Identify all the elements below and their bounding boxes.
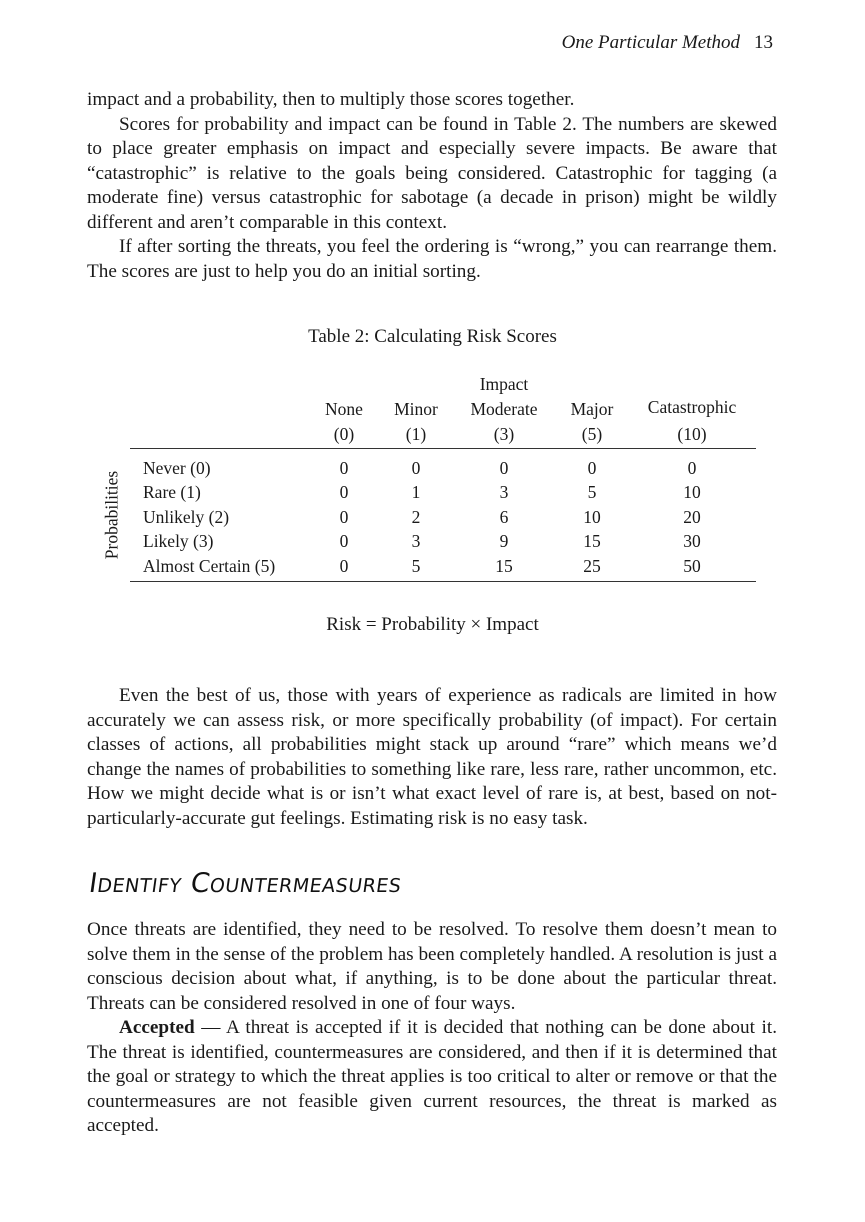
accepted-term: Accepted	[119, 1017, 195, 1038]
table-cell: 10	[583, 506, 601, 527]
row-label: Likely (3)	[143, 531, 214, 551]
table-cell: 30	[683, 531, 701, 551]
paragraph	[87, 1016, 777, 1139]
paragraph: Even the best of us, those with years of experience as radicals are limited in how accurately we can assess risk, or more specifically probability (of impact). For certain classes of actions, all probabilities might stack up around “rare” which means we’d change the names of probabilities to something like rare, less rare, rather uncommon, etc. How we might decide what is or isn’t what exact level of rare is, at best, based on not-particularly-accurate gut feelings. Estimating risk is no easy task.	[87, 685, 777, 829]
table-cell: 3	[411, 531, 421, 551]
table-cell: 0	[687, 457, 697, 478]
column-header-score: (1)	[380, 421, 452, 448]
table-cell: 0	[587, 457, 597, 478]
running-title: One Particular Method	[561, 32, 740, 53]
paragraph: Once threats are identified, they need to be resolved. To resolve them doesn’t mean to solve them in the sense of the problem has been completely handled. A resolution is just a conscious decision about what, if anything, is to be done about the particular threat. Threats can be considered resolved in one of four ways.	[87, 919, 777, 1014]
column-header-name: Major	[570, 399, 614, 419]
column-header-name: Moderate	[470, 399, 538, 419]
column-header-score: (5)	[556, 421, 628, 448]
running-header	[562, 32, 773, 54]
section-heading: Identify Countermeasures	[87, 868, 404, 899]
table-caption: Table 2: Calculating Risk Scores	[308, 326, 557, 347]
table-cell: 0	[499, 457, 509, 478]
countermeasures-text	[87, 918, 777, 1139]
table-cell: 15	[452, 554, 556, 582]
table-cell: 0	[339, 457, 349, 478]
table-cell: 0	[339, 531, 349, 551]
page-number: 13	[754, 32, 773, 53]
risk-score-table	[130, 372, 756, 582]
table-row	[130, 529, 756, 554]
paragraph: impact and a probability, then to multiply those scores together.	[87, 89, 575, 110]
table-cell: 0	[411, 457, 421, 478]
table-cell: 15	[583, 531, 601, 551]
probabilities-axis-label: Probabilities	[101, 470, 122, 560]
table-row	[130, 505, 756, 530]
row-label: Unlikely (2)	[143, 506, 230, 527]
table-cell: 25	[556, 554, 628, 582]
column-header-score: (3)	[452, 421, 556, 448]
table-row	[130, 448, 756, 480]
row-label: Never (0)	[143, 457, 211, 478]
table-cell: 3	[499, 482, 509, 502]
row-label: Almost Certain (5)	[130, 554, 308, 582]
intro-text	[87, 88, 777, 284]
risk-table-container	[100, 372, 760, 582]
paragraph: If after sorting the threats, you feel the ordering is “wrong,” you can rearrange them. The scores are just to help you do an initial sorting.	[87, 236, 777, 282]
risk-formula: Risk = Probability × Impact	[326, 614, 539, 635]
impact-header: Impact	[479, 374, 529, 394]
table-cell: 0	[308, 554, 380, 582]
paragraph: Scores for probability and impact can be found in Table 2. The numbers are skewed to place greater emphasis on impact and especially severe impacts. Be aware that “catastrophic” is relative to the goals being considered. Catastrophic for tagging (a moderate fine) versus catastrophic for sabotage (a decade in prison) might be wildly different and aren’t comparable in this context.	[87, 113, 777, 233]
accepted-definition: — A threat is accepted if it is decided that nothing can be done about it. The threat is identified, countermeasures are considered, and then if it is determined that the goal or strategy to which the threat applies is too critical to alter or remove or that the countermeasures are not feasible given current resources, the threat is marked as accepted.	[87, 1017, 777, 1136]
column-header-score: (10)	[628, 421, 756, 448]
column-header-name: None	[325, 399, 363, 419]
middle-text	[87, 684, 777, 831]
table-cell: 1	[411, 482, 421, 502]
table-cell: 9	[499, 531, 509, 551]
row-label: Rare (1)	[143, 482, 201, 502]
table-row	[130, 480, 756, 505]
table-cell: 20	[683, 506, 701, 527]
table-cell: 5	[587, 482, 597, 502]
table-cell: 0	[339, 506, 349, 527]
column-header-score: (0)	[308, 421, 380, 448]
table-cell: 5	[380, 554, 452, 582]
table-cell: 10	[683, 482, 701, 502]
column-header-name: Minor	[394, 399, 438, 419]
table-cell: 2	[411, 506, 421, 527]
table-cell: 50	[628, 554, 756, 582]
table-cell: 0	[339, 482, 349, 502]
table-row	[130, 554, 756, 582]
table-cell: 6	[499, 506, 509, 527]
column-header-name: Catastrophic	[647, 396, 737, 417]
